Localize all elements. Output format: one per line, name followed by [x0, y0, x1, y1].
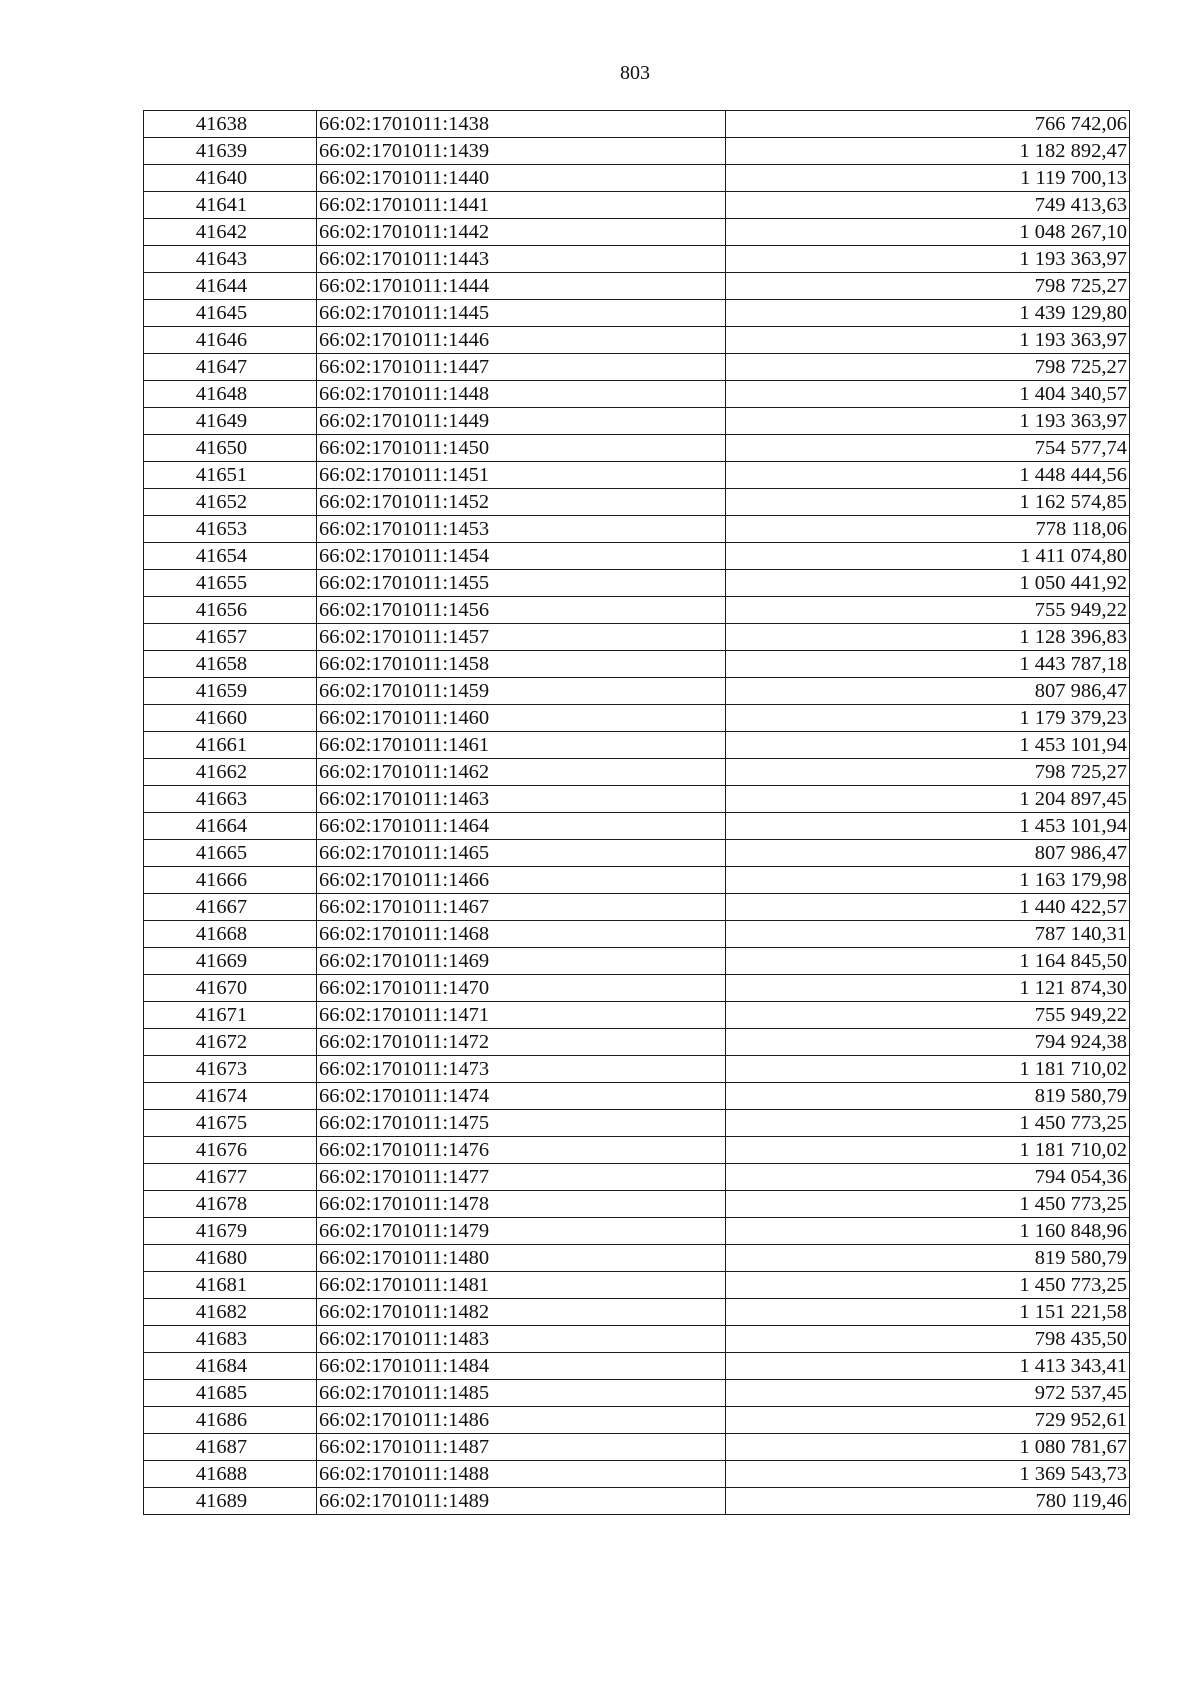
- table-row: [144, 1272, 1130, 1299]
- row-number-cell: 41655: [144, 570, 317, 597]
- cadastral-number-cell: 66:02:1701011:1470: [317, 975, 726, 1002]
- cadastral-number-cell: 66:02:1701011:1449: [317, 408, 726, 435]
- cadastral-number-cell: 66:02:1701011:1457: [317, 624, 726, 651]
- table-row: [144, 705, 1130, 732]
- row-number-cell: 41648: [144, 381, 317, 408]
- value-cell: 807 986,47: [726, 840, 1130, 867]
- value-cell: 778 118,06: [726, 516, 1130, 543]
- table-row: [144, 921, 1130, 948]
- cadastral-number-cell: 66:02:1701011:1474: [317, 1083, 726, 1110]
- value-cell: 1 450 773,25: [726, 1191, 1130, 1218]
- cadastral-number-cell: 66:02:1701011:1462: [317, 759, 726, 786]
- value-cell: 807 986,47: [726, 678, 1130, 705]
- row-number-cell: 41676: [144, 1137, 317, 1164]
- value-cell: 798 725,27: [726, 273, 1130, 300]
- row-number-cell: 41675: [144, 1110, 317, 1137]
- cadastral-number-cell: 66:02:1701011:1451: [317, 462, 726, 489]
- value-cell: 754 577,74: [726, 435, 1130, 462]
- row-number-cell: 41674: [144, 1083, 317, 1110]
- cadastral-number-cell: 66:02:1701011:1471: [317, 1002, 726, 1029]
- cadastral-number-cell: 66:02:1701011:1482: [317, 1299, 726, 1326]
- value-cell: 819 580,79: [726, 1245, 1130, 1272]
- table-row: [144, 813, 1130, 840]
- value-cell: 972 537,45: [726, 1380, 1130, 1407]
- table-row: [144, 273, 1130, 300]
- table-row: [144, 1218, 1130, 1245]
- table-row: [144, 840, 1130, 867]
- row-number-cell: 41640: [144, 165, 317, 192]
- value-cell: 1 411 074,80: [726, 543, 1130, 570]
- cadastral-number-cell: 66:02:1701011:1483: [317, 1326, 726, 1353]
- row-number-cell: 41667: [144, 894, 317, 921]
- cadastral-number-cell: 66:02:1701011:1443: [317, 246, 726, 273]
- row-number-cell: 41670: [144, 975, 317, 1002]
- value-cell: 1 369 543,73: [726, 1461, 1130, 1488]
- cadastral-number-cell: 66:02:1701011:1440: [317, 165, 726, 192]
- row-number-cell: 41683: [144, 1326, 317, 1353]
- value-cell: 1 163 179,98: [726, 867, 1130, 894]
- row-number-cell: 41671: [144, 1002, 317, 1029]
- cadastral-number-cell: 66:02:1701011:1445: [317, 300, 726, 327]
- row-number-cell: 41664: [144, 813, 317, 840]
- cadastral-number-cell: 66:02:1701011:1454: [317, 543, 726, 570]
- table-row: [144, 1110, 1130, 1137]
- row-number-cell: 41663: [144, 786, 317, 813]
- cadastral-number-cell: 66:02:1701011:1447: [317, 354, 726, 381]
- value-cell: 1 121 874,30: [726, 975, 1130, 1002]
- table-row: [144, 1137, 1130, 1164]
- cadastral-number-cell: 66:02:1701011:1444: [317, 273, 726, 300]
- cadastral-number-cell: 66:02:1701011:1488: [317, 1461, 726, 1488]
- row-number-cell: 41649: [144, 408, 317, 435]
- value-cell: 1 443 787,18: [726, 651, 1130, 678]
- cadastral-number-cell: 66:02:1701011:1485: [317, 1380, 726, 1407]
- table-row: [144, 462, 1130, 489]
- row-number-cell: 41678: [144, 1191, 317, 1218]
- table-row: [144, 489, 1130, 516]
- row-number-cell: 41666: [144, 867, 317, 894]
- value-cell: 1 204 897,45: [726, 786, 1130, 813]
- value-cell: 1 162 574,85: [726, 489, 1130, 516]
- cadastral-number-cell: 66:02:1701011:1479: [317, 1218, 726, 1245]
- value-cell: 1 448 444,56: [726, 462, 1130, 489]
- row-number-cell: 41687: [144, 1434, 317, 1461]
- cadastral-number-cell: 66:02:1701011:1486: [317, 1407, 726, 1434]
- row-number-cell: 41660: [144, 705, 317, 732]
- cadastral-number-cell: 66:02:1701011:1439: [317, 138, 726, 165]
- value-cell: 798 435,50: [726, 1326, 1130, 1353]
- cadastral-number-cell: 66:02:1701011:1473: [317, 1056, 726, 1083]
- value-cell: 1 181 710,02: [726, 1056, 1130, 1083]
- row-number-cell: 41682: [144, 1299, 317, 1326]
- row-number-cell: 41659: [144, 678, 317, 705]
- row-number-cell: 41677: [144, 1164, 317, 1191]
- table-row: [144, 786, 1130, 813]
- cadastral-number-cell: 66:02:1701011:1461: [317, 732, 726, 759]
- table-row: [144, 111, 1130, 138]
- table-row: [144, 1056, 1130, 1083]
- row-number-cell: 41681: [144, 1272, 317, 1299]
- table-row: [144, 678, 1130, 705]
- cadastral-number-cell: 66:02:1701011:1453: [317, 516, 726, 543]
- table-row: [144, 435, 1130, 462]
- row-number-cell: 41642: [144, 219, 317, 246]
- value-cell: 1 439 129,80: [726, 300, 1130, 327]
- row-number-cell: 41685: [144, 1380, 317, 1407]
- table-row: [144, 381, 1130, 408]
- value-cell: 1 181 710,02: [726, 1137, 1130, 1164]
- table-row: [144, 597, 1130, 624]
- table-row: [144, 948, 1130, 975]
- row-number-cell: 41639: [144, 138, 317, 165]
- table-row: [144, 1434, 1130, 1461]
- table-row: [144, 651, 1130, 678]
- table-row: [144, 1299, 1130, 1326]
- value-cell: 1 450 773,25: [726, 1110, 1130, 1137]
- table-row: [144, 570, 1130, 597]
- table-row: [144, 1191, 1130, 1218]
- value-cell: 749 413,63: [726, 192, 1130, 219]
- value-cell: 729 952,61: [726, 1407, 1130, 1434]
- table-row: [144, 219, 1130, 246]
- row-number-cell: 41680: [144, 1245, 317, 1272]
- row-number-cell: 41645: [144, 300, 317, 327]
- value-cell: 787 140,31: [726, 921, 1130, 948]
- cadastral-number-cell: 66:02:1701011:1476: [317, 1137, 726, 1164]
- row-number-cell: 41661: [144, 732, 317, 759]
- table-row: [144, 408, 1130, 435]
- row-number-cell: 41672: [144, 1029, 317, 1056]
- table-row: [144, 1461, 1130, 1488]
- table-row: [144, 543, 1130, 570]
- row-number-cell: 41689: [144, 1488, 317, 1515]
- cadastral-number-cell: 66:02:1701011:1478: [317, 1191, 726, 1218]
- table-row: [144, 759, 1130, 786]
- table-row: [144, 1164, 1130, 1191]
- cadastral-number-cell: 66:02:1701011:1460: [317, 705, 726, 732]
- table-row: [144, 732, 1130, 759]
- table-row: [144, 1353, 1130, 1380]
- value-cell: 755 949,22: [726, 597, 1130, 624]
- value-cell: 1 119 700,13: [726, 165, 1130, 192]
- table-row: [144, 1407, 1130, 1434]
- row-number-cell: 41688: [144, 1461, 317, 1488]
- value-cell: 1 050 441,92: [726, 570, 1130, 597]
- row-number-cell: 41650: [144, 435, 317, 462]
- row-number-cell: 41668: [144, 921, 317, 948]
- value-cell: 755 949,22: [726, 1002, 1130, 1029]
- row-number-cell: 41653: [144, 516, 317, 543]
- row-number-cell: 41673: [144, 1056, 317, 1083]
- row-number-cell: 41652: [144, 489, 317, 516]
- row-number-cell: 41644: [144, 273, 317, 300]
- cadastral-number-cell: 66:02:1701011:1441: [317, 192, 726, 219]
- value-cell: 1 151 221,58: [726, 1299, 1130, 1326]
- table-row: [144, 1488, 1130, 1515]
- value-cell: 819 580,79: [726, 1083, 1130, 1110]
- cadastral-number-cell: 66:02:1701011:1467: [317, 894, 726, 921]
- row-number-cell: 41657: [144, 624, 317, 651]
- cadastral-number-cell: 66:02:1701011:1466: [317, 867, 726, 894]
- cadastral-number-cell: 66:02:1701011:1484: [317, 1353, 726, 1380]
- cadastral-value-table: [143, 110, 1130, 1515]
- table-row: [144, 354, 1130, 381]
- row-number-cell: 41656: [144, 597, 317, 624]
- table-row: [144, 624, 1130, 651]
- cadastral-number-cell: 66:02:1701011:1463: [317, 786, 726, 813]
- table-row: [144, 1083, 1130, 1110]
- cadastral-number-cell: 66:02:1701011:1469: [317, 948, 726, 975]
- cadastral-number-cell: 66:02:1701011:1489: [317, 1488, 726, 1515]
- value-cell: 1 182 892,47: [726, 138, 1130, 165]
- row-number-cell: 41654: [144, 543, 317, 570]
- cadastral-number-cell: 66:02:1701011:1456: [317, 597, 726, 624]
- cadastral-number-cell: 66:02:1701011:1465: [317, 840, 726, 867]
- cadastral-number-cell: 66:02:1701011:1464: [317, 813, 726, 840]
- value-cell: 1 080 781,67: [726, 1434, 1130, 1461]
- row-number-cell: 41658: [144, 651, 317, 678]
- cadastral-number-cell: 66:02:1701011:1438: [317, 111, 726, 138]
- table-row: [144, 1380, 1130, 1407]
- table-row: [144, 192, 1130, 219]
- value-cell: 1 128 396,83: [726, 624, 1130, 651]
- table-row: [144, 138, 1130, 165]
- row-number-cell: 41651: [144, 462, 317, 489]
- cadastral-number-cell: 66:02:1701011:1468: [317, 921, 726, 948]
- value-cell: 1 453 101,94: [726, 813, 1130, 840]
- table-row: [144, 1245, 1130, 1272]
- cadastral-number-cell: 66:02:1701011:1459: [317, 678, 726, 705]
- row-number-cell: 41646: [144, 327, 317, 354]
- value-cell: 1 450 773,25: [726, 1272, 1130, 1299]
- row-number-cell: 41665: [144, 840, 317, 867]
- row-number-cell: 41669: [144, 948, 317, 975]
- table-row: [144, 1029, 1130, 1056]
- table-row: [144, 1002, 1130, 1029]
- row-number-cell: 41679: [144, 1218, 317, 1245]
- value-cell: 1 453 101,94: [726, 732, 1130, 759]
- cadastral-number-cell: 66:02:1701011:1477: [317, 1164, 726, 1191]
- table-row: [144, 1326, 1130, 1353]
- value-cell: 798 725,27: [726, 354, 1130, 381]
- value-cell: 1 440 422,57: [726, 894, 1130, 921]
- row-number-cell: 41641: [144, 192, 317, 219]
- table-row: [144, 300, 1130, 327]
- table-row: [144, 165, 1130, 192]
- row-number-cell: 41686: [144, 1407, 317, 1434]
- table-row: [144, 246, 1130, 273]
- value-cell: 794 924,38: [726, 1029, 1130, 1056]
- value-cell: 766 742,06: [726, 111, 1130, 138]
- row-number-cell: 41684: [144, 1353, 317, 1380]
- table-row: [144, 894, 1130, 921]
- table-row: [144, 867, 1130, 894]
- value-cell: 1 179 379,23: [726, 705, 1130, 732]
- cadastral-number-cell: 66:02:1701011:1481: [317, 1272, 726, 1299]
- table-row: [144, 516, 1130, 543]
- cadastral-number-cell: 66:02:1701011:1487: [317, 1434, 726, 1461]
- cadastral-number-cell: 66:02:1701011:1472: [317, 1029, 726, 1056]
- row-number-cell: 41638: [144, 111, 317, 138]
- row-number-cell: 41643: [144, 246, 317, 273]
- value-cell: 798 725,27: [726, 759, 1130, 786]
- value-cell: 1 193 363,97: [726, 327, 1130, 354]
- cadastral-number-cell: 66:02:1701011:1458: [317, 651, 726, 678]
- cadastral-number-cell: 66:02:1701011:1442: [317, 219, 726, 246]
- cadastral-number-cell: 66:02:1701011:1452: [317, 489, 726, 516]
- page-number: 803: [620, 62, 650, 84]
- row-number-cell: 41662: [144, 759, 317, 786]
- cadastral-number-cell: 66:02:1701011:1455: [317, 570, 726, 597]
- value-cell: 1 193 363,97: [726, 408, 1130, 435]
- value-cell: 1 413 343,41: [726, 1353, 1130, 1380]
- cadastral-number-cell: 66:02:1701011:1475: [317, 1110, 726, 1137]
- value-cell: 1 404 340,57: [726, 381, 1130, 408]
- table-row: [144, 975, 1130, 1002]
- value-cell: 1 048 267,10: [726, 219, 1130, 246]
- row-number-cell: 41647: [144, 354, 317, 381]
- cadastral-number-cell: 66:02:1701011:1448: [317, 381, 726, 408]
- table-row: [144, 327, 1130, 354]
- value-cell: 794 054,36: [726, 1164, 1130, 1191]
- value-cell: 1 160 848,96: [726, 1218, 1130, 1245]
- table-body: [144, 111, 1130, 1515]
- cadastral-number-cell: 66:02:1701011:1450: [317, 435, 726, 462]
- cadastral-number-cell: 66:02:1701011:1446: [317, 327, 726, 354]
- value-cell: 780 119,46: [726, 1488, 1130, 1515]
- value-cell: 1 164 845,50: [726, 948, 1130, 975]
- cadastral-number-cell: 66:02:1701011:1480: [317, 1245, 726, 1272]
- value-cell: 1 193 363,97: [726, 246, 1130, 273]
